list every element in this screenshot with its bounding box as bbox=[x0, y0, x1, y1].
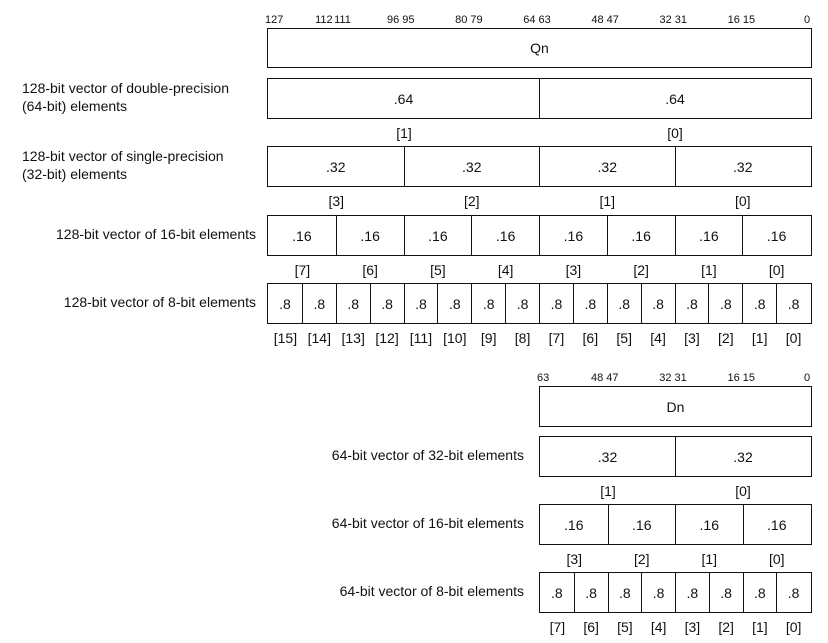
element-cell: .16 bbox=[564, 516, 584, 533]
row-label-line: 128-bit vector of double-precision bbox=[22, 79, 230, 96]
element-index: [10] bbox=[443, 330, 467, 346]
element-index: [0] bbox=[768, 551, 785, 567]
bit-position-label: 47 bbox=[606, 372, 619, 384]
row-label bbox=[64, 293, 256, 311]
bit-position-label: 79 bbox=[470, 14, 483, 26]
element-index: [4] bbox=[650, 330, 666, 346]
row-label bbox=[56, 225, 256, 243]
bit-position-label: 63 bbox=[538, 14, 551, 26]
element-cell: .8 bbox=[708, 284, 742, 323]
bit-position-label: 64 bbox=[523, 14, 536, 26]
element-index: [7] bbox=[294, 262, 311, 278]
element-cell: .16 bbox=[675, 505, 743, 544]
element-cell: .8 bbox=[336, 284, 370, 323]
bit-position-label: 95 bbox=[402, 14, 415, 26]
row-label-line: 128-bit vector of 8-bit elements bbox=[63, 293, 256, 310]
element-index: [13] bbox=[341, 330, 365, 346]
bit-position-label: 47 bbox=[606, 14, 619, 26]
element-cell: .16 bbox=[292, 227, 312, 244]
vector-row bbox=[267, 78, 812, 119]
element-cell: .32 bbox=[539, 147, 675, 186]
element-cell: .16 bbox=[471, 216, 539, 255]
bit-position-label: 32 bbox=[659, 372, 672, 384]
element-index: [1] bbox=[701, 551, 718, 567]
element-index: [3] bbox=[684, 619, 701, 635]
element-index: [0] bbox=[768, 262, 785, 278]
element-index: [0] bbox=[734, 193, 751, 209]
element-cell: .16 bbox=[404, 216, 472, 255]
element-index: [2] bbox=[718, 330, 734, 346]
element-cell: .8 bbox=[573, 284, 607, 323]
vector-row bbox=[267, 146, 812, 187]
row-label-line: (32-bit) elements bbox=[22, 165, 128, 182]
row-label bbox=[332, 446, 524, 464]
row-label bbox=[332, 514, 524, 532]
element-cell: .8 bbox=[539, 284, 573, 323]
element-cell: .8 bbox=[574, 573, 608, 612]
bit-position-label: 32 bbox=[659, 14, 672, 26]
bit-position-label: 0 bbox=[804, 14, 811, 26]
vector-row bbox=[539, 436, 812, 477]
element-cell: .8 bbox=[404, 284, 438, 323]
register-name: Qn bbox=[530, 40, 549, 56]
element-cell: .16 bbox=[608, 505, 676, 544]
element-index: [1] bbox=[751, 330, 768, 346]
vector-row bbox=[267, 215, 812, 256]
bit-position-label: 63 bbox=[537, 372, 550, 384]
element-cell: .16 bbox=[539, 216, 607, 255]
bit-position-label: 127 bbox=[265, 14, 284, 26]
row-label bbox=[340, 582, 524, 600]
element-cell: .8 bbox=[471, 284, 505, 323]
element-cell: .64 bbox=[393, 90, 414, 107]
element-index: [0] bbox=[667, 125, 683, 141]
element-index: [3] bbox=[566, 551, 583, 567]
element-index: [5] bbox=[617, 619, 633, 635]
vector-row bbox=[539, 572, 812, 613]
element-cell: .16 bbox=[742, 216, 810, 255]
bit-position-label: 15 bbox=[742, 372, 755, 384]
element-index: [9] bbox=[480, 330, 497, 346]
element-index: [1] bbox=[752, 619, 768, 635]
element-index: [2] bbox=[633, 262, 649, 278]
row-label-line: (64-bit) elements bbox=[22, 97, 128, 114]
element-cell: .32 bbox=[675, 437, 810, 476]
element-cell: .8 bbox=[551, 584, 563, 601]
element-index: [2] bbox=[718, 619, 734, 635]
element-index: [3] bbox=[684, 330, 700, 346]
bit-position-label: 16 bbox=[727, 14, 740, 26]
element-cell: .8 bbox=[776, 573, 810, 612]
element-cell: .8 bbox=[675, 573, 709, 612]
element-index: [1] bbox=[396, 125, 412, 141]
bit-position-label: 0 bbox=[804, 372, 811, 384]
element-cell: .8 bbox=[607, 284, 641, 323]
element-cell: .8 bbox=[279, 295, 291, 312]
row-label-line: 64-bit vector of 8-bit elements bbox=[339, 582, 524, 599]
element-index: [4] bbox=[497, 262, 514, 278]
row-label bbox=[22, 79, 229, 115]
element-index: [6] bbox=[582, 330, 599, 346]
element-cell: .8 bbox=[709, 573, 743, 612]
vector-row bbox=[267, 283, 812, 324]
bit-position-label: 111 bbox=[334, 14, 351, 26]
element-index: [5] bbox=[430, 262, 446, 278]
bit-position-label: 31 bbox=[674, 372, 687, 384]
qn-register bbox=[267, 28, 812, 68]
element-index: [15] bbox=[273, 330, 298, 346]
element-index: [3] bbox=[565, 262, 582, 278]
element-cell: .8 bbox=[675, 284, 709, 323]
element-cell: .8 bbox=[776, 284, 810, 323]
element-cell: .8 bbox=[370, 284, 404, 323]
element-index: [0] bbox=[785, 330, 802, 346]
element-cell: .8 bbox=[505, 284, 539, 323]
element-cell: .32 bbox=[675, 147, 811, 186]
dn-register bbox=[539, 386, 812, 427]
element-cell: .8 bbox=[437, 284, 471, 323]
element-index: [11] bbox=[409, 330, 433, 346]
element-index: [7] bbox=[548, 330, 565, 346]
element-index: [6] bbox=[583, 619, 599, 635]
element-index: [12] bbox=[375, 330, 399, 346]
bit-position-label: 15 bbox=[742, 14, 756, 26]
bit-position-label: 48 bbox=[591, 14, 604, 26]
element-cell: .8 bbox=[641, 573, 675, 612]
row-label bbox=[22, 147, 224, 183]
element-index: [5] bbox=[616, 330, 632, 346]
row-label-line: 128-bit vector of single-precision bbox=[22, 147, 224, 164]
element-index: [0] bbox=[735, 483, 751, 499]
bit-position-label: 112 bbox=[315, 14, 333, 26]
element-index: [1] bbox=[600, 483, 616, 499]
element-index: [14] bbox=[307, 330, 331, 346]
element-index: [7] bbox=[549, 619, 566, 635]
bit-position-label: 96 bbox=[387, 14, 400, 26]
element-cell: .32 bbox=[597, 448, 618, 465]
vector-row bbox=[539, 504, 812, 545]
element-index: [8] bbox=[514, 330, 531, 346]
element-index: [1] bbox=[599, 193, 616, 209]
element-index: [1] bbox=[701, 262, 717, 278]
bit-position-label: 80 bbox=[455, 14, 468, 26]
element-index: [3] bbox=[328, 193, 345, 209]
element-cell: .64 bbox=[539, 79, 810, 118]
row-label-line: 128-bit vector of 16-bit elements bbox=[56, 225, 256, 242]
element-cell: .8 bbox=[302, 284, 336, 323]
element-index: [4] bbox=[650, 619, 667, 635]
bit-position-label: 31 bbox=[674, 14, 687, 26]
bit-position-label: 48 bbox=[591, 372, 604, 384]
element-cell: .8 bbox=[641, 284, 675, 323]
element-cell: .32 bbox=[404, 147, 540, 186]
element-index: [6] bbox=[362, 262, 378, 278]
element-cell: .16 bbox=[336, 216, 404, 255]
element-cell: .8 bbox=[743, 573, 777, 612]
element-cell: .16 bbox=[607, 216, 675, 255]
register-name: Dn bbox=[666, 398, 685, 415]
element-cell: .16 bbox=[675, 216, 743, 255]
element-cell: .8 bbox=[742, 284, 776, 323]
row-label-line: 64-bit vector of 16-bit elements bbox=[331, 514, 524, 531]
element-index: [2] bbox=[633, 551, 650, 567]
element-cell: .32 bbox=[326, 158, 346, 175]
element-cell: .8 bbox=[608, 573, 642, 612]
element-cell: .16 bbox=[743, 505, 811, 544]
row-label-line: 64-bit vector of 32-bit elements bbox=[331, 446, 524, 463]
bit-position-label: 16 bbox=[727, 372, 740, 384]
element-index: [0] bbox=[785, 619, 802, 635]
element-index: [2] bbox=[463, 193, 480, 209]
